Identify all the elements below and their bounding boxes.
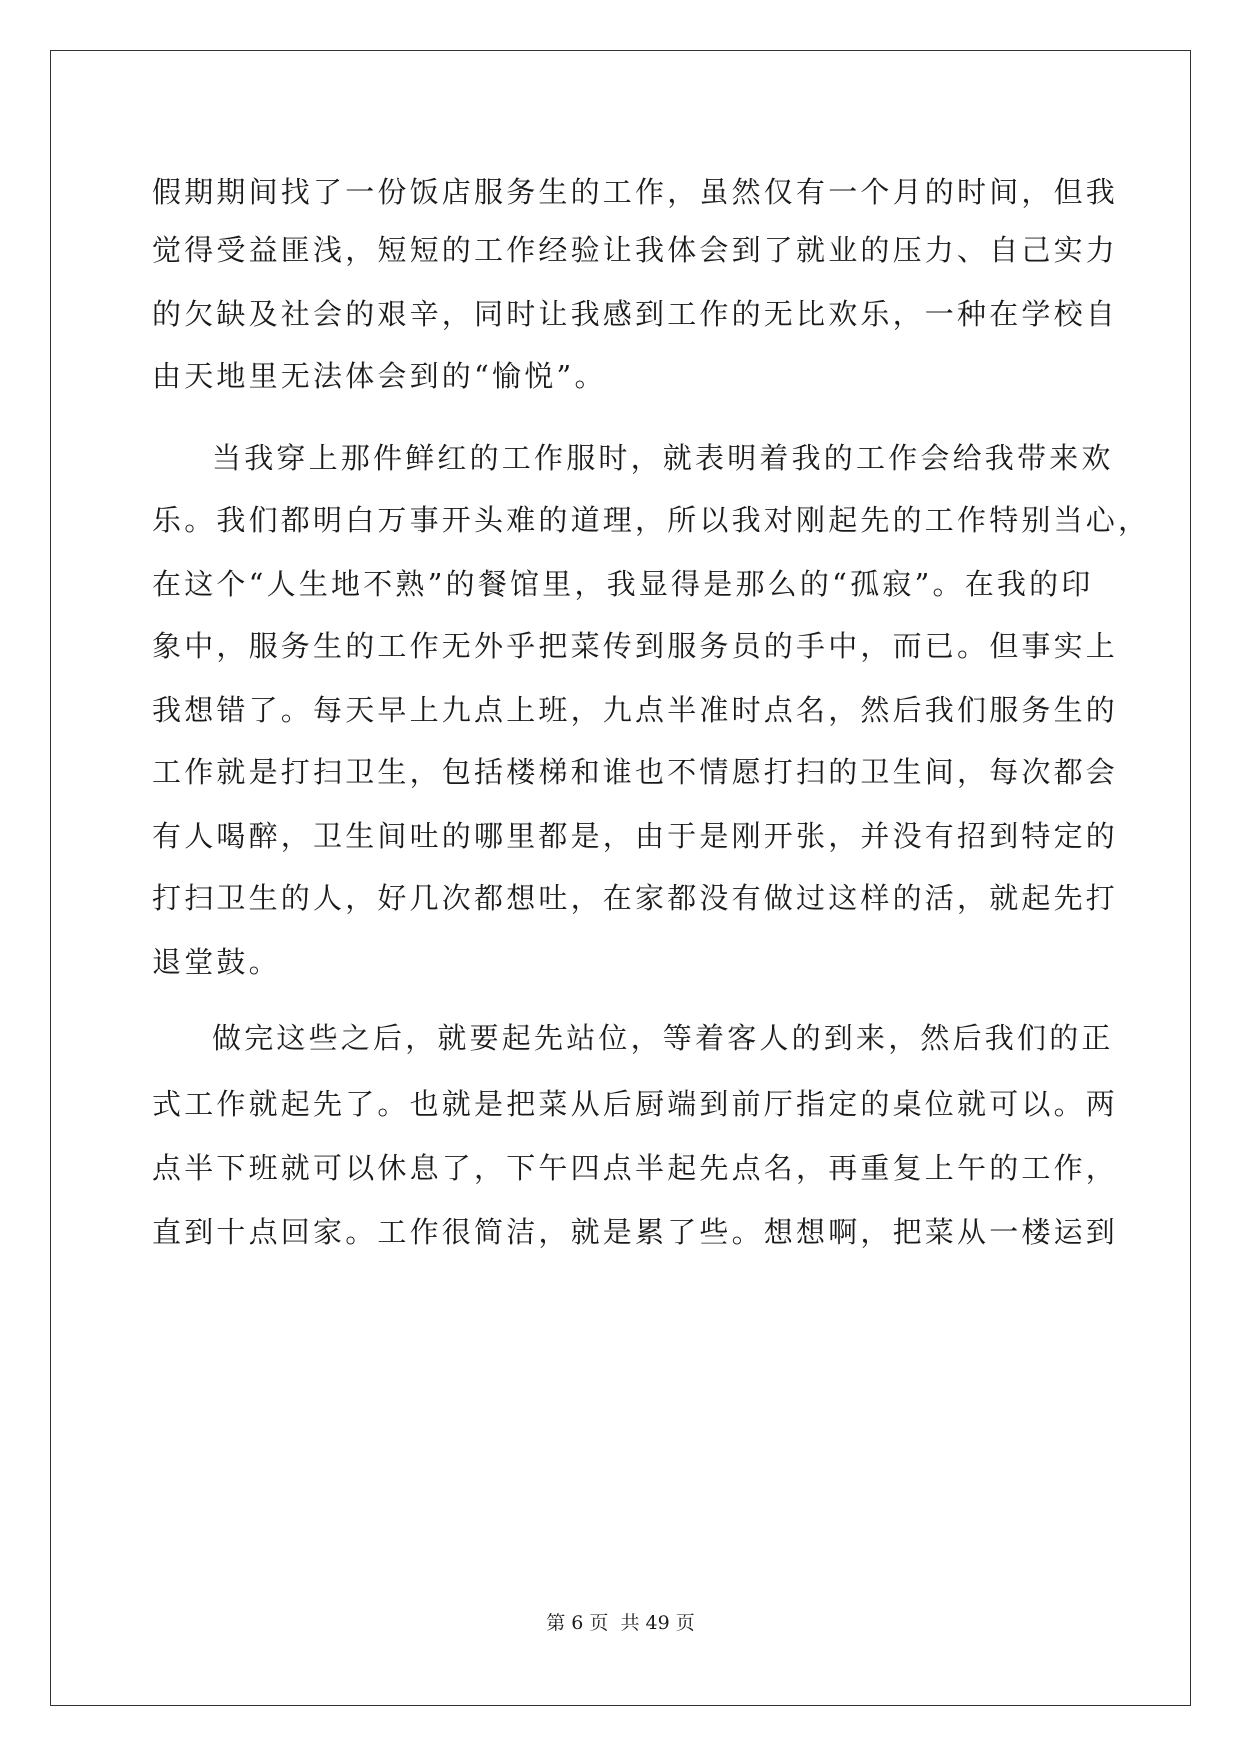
current-page-number: 第 6 页 — [546, 1612, 609, 1634]
page-footer — [0, 1608, 1241, 1635]
body-text-line: 乐。我们都明白万事开头难的道理，所以我对刚起先的工作特别当心， — [152, 503, 1151, 537]
body-text-line: 点半下班就可以休息了，下午四点半起先点名，再重复上午的工作， — [152, 1151, 1119, 1185]
total-pages: 共 49 页 — [620, 1612, 695, 1634]
body-text-line: 退堂鼓。 — [152, 945, 281, 979]
body-text-line: 由天地里无法体会到的“愉悦”。 — [152, 359, 607, 393]
body-text-line: 式工作就起先了。也就是把菜从后厨端到前厅指定的桌位就可以。两 — [152, 1087, 1119, 1121]
body-text-line: 打扫卫生的人，好几次都想吐，在家都没有做过这样的活，就起先打 — [152, 881, 1119, 915]
body-text-line: 假期期间找了一份饭店服务生的工作，虽然仅有一个月的时间，但我 — [152, 175, 1119, 209]
body-text-line: 我想错了。每天早上九点上班，九点半准时点名，然后我们服务生的 — [152, 693, 1119, 727]
body-text-line: 有人喝醉，卫生间吐的哪里都是，由于是刚开张，并没有招到特定的 — [152, 819, 1119, 853]
body-text-line: 当我穿上那件鲜红的工作服时，就表明着我的工作会给我带来欢 — [212, 441, 1114, 475]
body-text-line: 象中，服务生的工作无外乎把菜传到服务员的手中，而已。但事实上 — [152, 629, 1119, 663]
body-text-line: 工作就是打扫卫生，包括楼梯和谁也不情愿打扫的卫生间，每次都会 — [152, 755, 1119, 789]
body-text-line: 直到十点回家。工作很简洁，就是累了些。想想啊，把菜从一楼运到 — [152, 1215, 1119, 1249]
body-text-line: 做完这些之后，就要起先站位，等着客人的到来，然后我们的正 — [212, 1021, 1114, 1055]
body-text-line: 在这个“人生地不熟”的餐馆里，我显得是那么的“孤寂”。在我的印 — [152, 567, 1094, 601]
body-text-line: 觉得受益匪浅，短短的工作经验让我体会到了就业的压力、自己实力 — [152, 233, 1119, 267]
body-text-line: 的欠缺及社会的艰辛，同时让我感到工作的无比欢乐，一种在学校自 — [152, 297, 1119, 331]
